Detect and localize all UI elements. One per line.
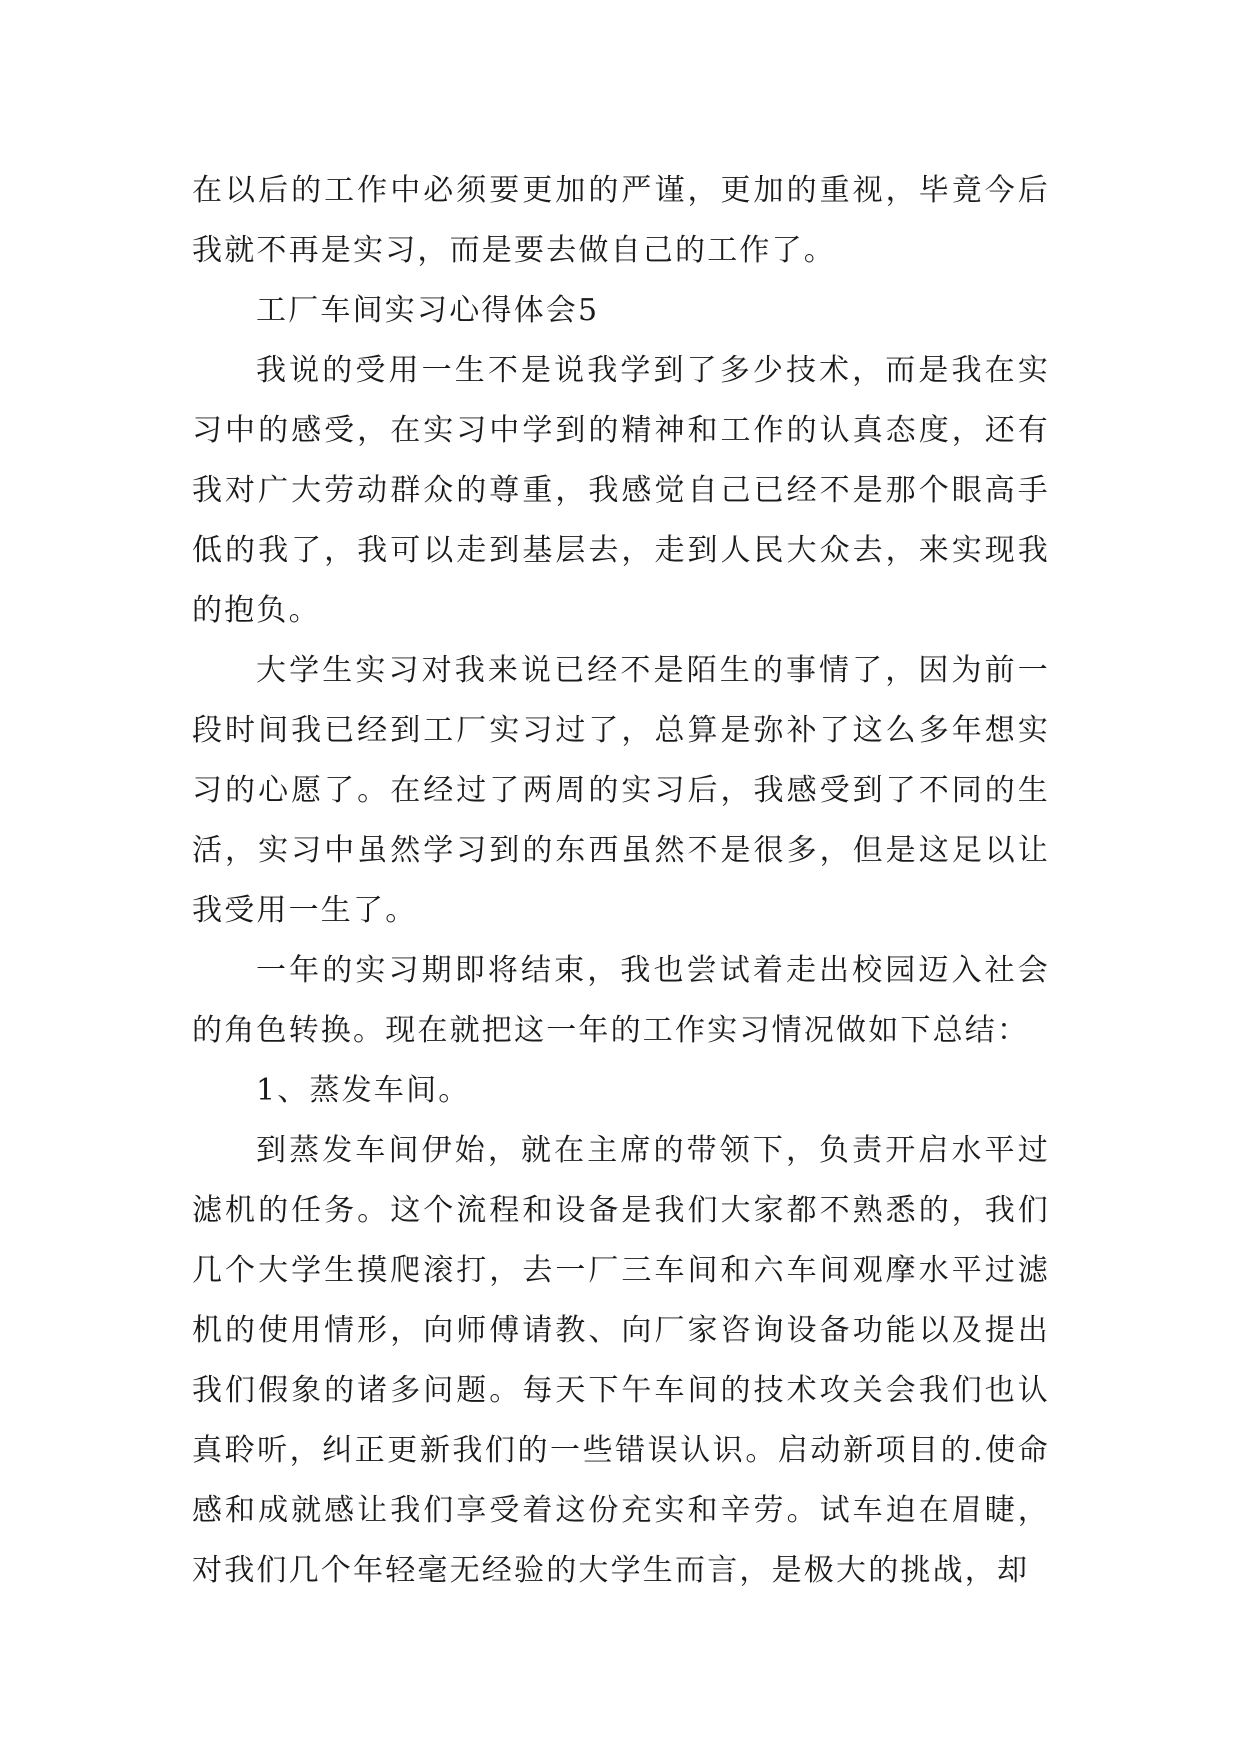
paragraph-continuation: 在以后的工作中必须要更加的严谨，更加的重视，毕竟今后我就不再是实习，而是要去做自己的工作了。 xyxy=(192,173,1050,268)
paragraph: 大学生实习对我来说已经不是陌生的事情了，因为前一段时间我已经到工厂实习过了，总算是弥补了这么多年想实习的心愿了。在经过了两周的实习后，我感受到了不同的生活，实习中虽然学习到的东西虽然不是很多，但是这足以让我受用一生了。 xyxy=(192,653,1050,928)
section-heading: 工厂车间实习心得体会5 xyxy=(256,293,600,328)
list-heading: 1、蒸发车间。 xyxy=(256,1073,471,1108)
document-body xyxy=(192,161,1050,1601)
paragraph: 到蒸发车间伊始，就在主席的带领下，负责开启水平过滤机的任务。这个流程和设备是我们大家都不熟悉的，我们几个大学生摸爬滚打，去一厂三车间和六车间观摩水平过滤机的使用情形，向师傅请教、向厂家咨询设备功能以及提出我们假象的诸多问题。每天下午车间的技术攻关会我们也认真聆听，纠正更新我们的一些错误认识。启动新项目的.使命感和成就感让我们享受着这份充实和辛劳。试车迫在眉睫，对我们几个年轻毫无经验的大学生而言，是极大的挑战，却 xyxy=(192,1133,1050,1588)
paragraph: 我说的受用一生不是说我学到了多少技术，而是我在实习中的感受，在实习中学到的精神和工作的认真态度，还有我对广大劳动群众的尊重，我感觉自己已经不是那个眼高手低的我了，我可以走到基层去，走到人民大众去，来实现我的抱负。 xyxy=(192,353,1050,628)
paragraph: 一年的实习期即将结束，我也尝试着走出校园迈入社会的角色转换。现在就把这一年的工作实习情况做如下总结： xyxy=(192,953,1050,1048)
